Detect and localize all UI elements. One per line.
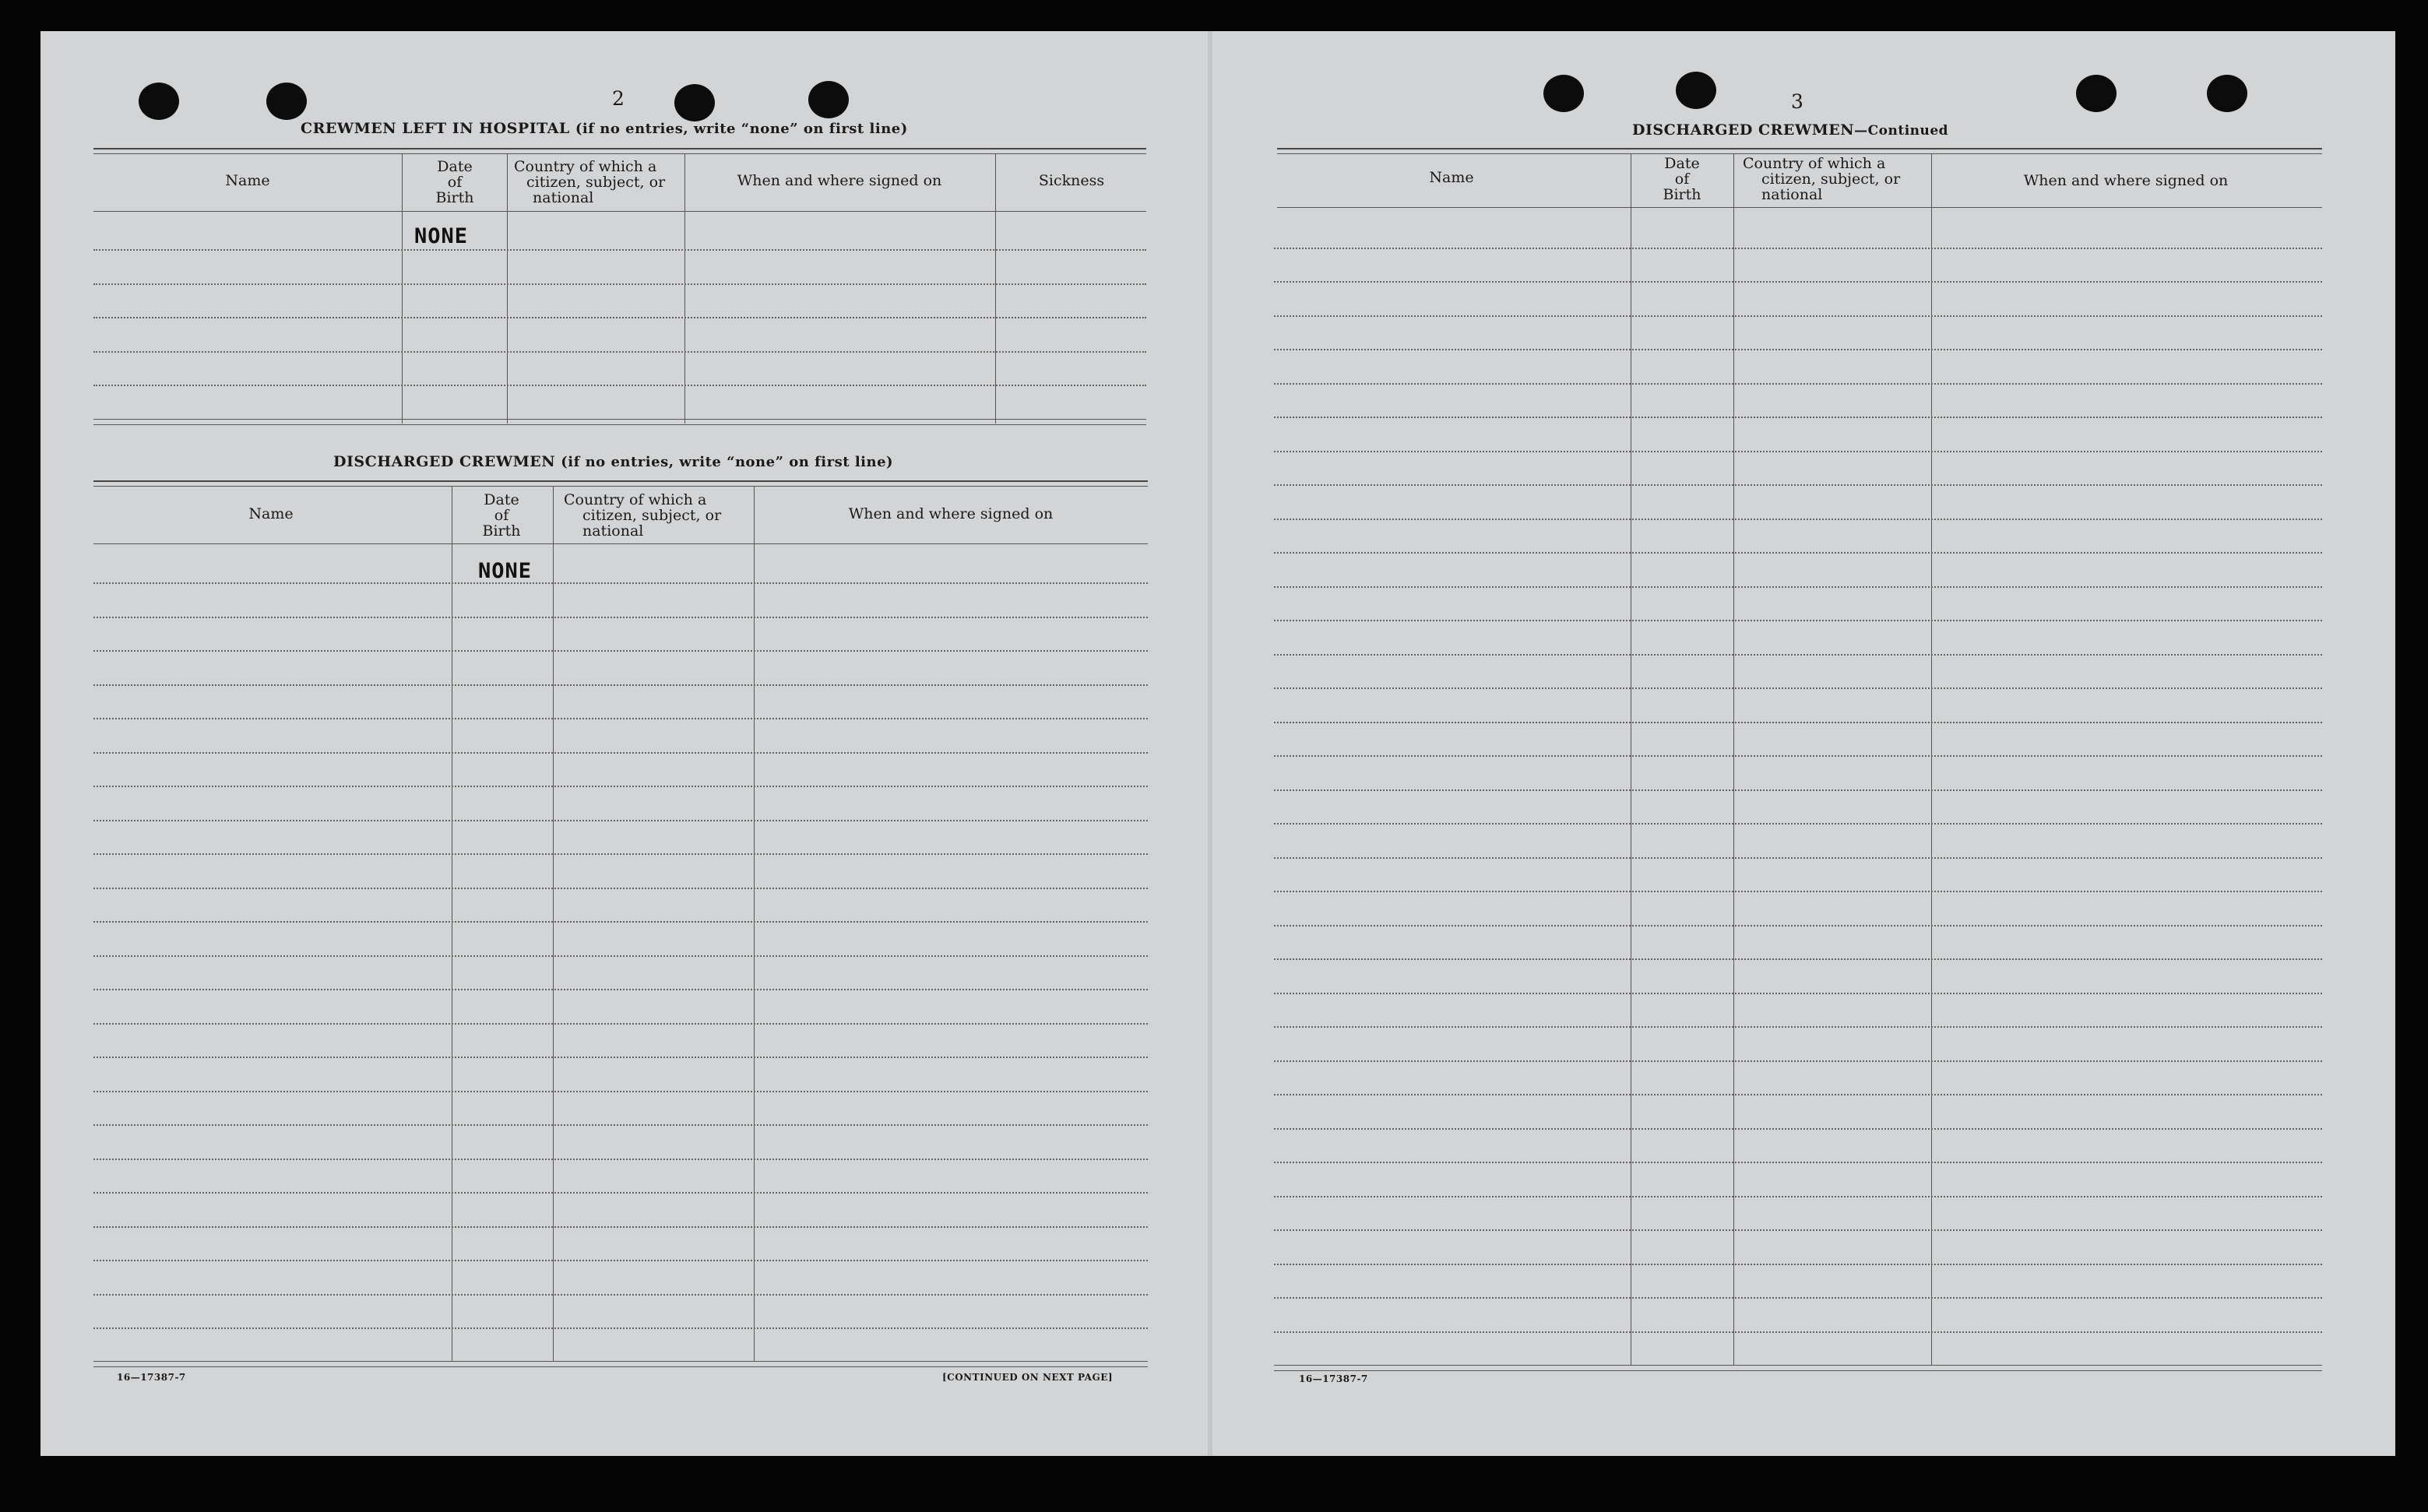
hospital-section-title <box>301 120 908 137</box>
column-when-where-signed: When and where signed on <box>848 505 1054 522</box>
continued-note: [CONTINUED ON NEXT PAGE] <box>942 1372 1114 1383</box>
punch-hole <box>139 83 179 120</box>
punch-hole <box>1543 75 1584 112</box>
right-page <box>1204 31 2395 1456</box>
page-number: 3 <box>1791 90 1803 113</box>
column-name: Name <box>1429 169 1474 186</box>
form-number: 16—17387-7 <box>117 1372 186 1383</box>
column-name: Name <box>248 505 294 522</box>
hospital-title: CREWMEN LEFT IN HOSPITAL <box>301 120 570 137</box>
column-date-of-birth: Date of Birth <box>482 491 521 540</box>
column-sickness: Sickness <box>1038 172 1105 189</box>
hospital-none-entry: NONE <box>414 224 469 248</box>
punch-hole <box>1676 72 1716 109</box>
left-page <box>40 31 1213 1456</box>
column-country: Country of which a citizen, subject, or national <box>1743 155 1901 203</box>
form-number: 16—17387-7 <box>1299 1373 1368 1384</box>
column-name: Name <box>225 172 270 189</box>
punch-hole <box>266 83 307 120</box>
column-when-where-signed: When and where signed on <box>737 172 942 189</box>
column-when-where-signed: When and where signed on <box>2023 172 2229 189</box>
hospital-instruction: (if no entries, write “none” on first line) <box>575 121 908 137</box>
discharged-instruction: (if no entries, write “none” on first line) <box>561 454 894 470</box>
page-fold <box>1208 31 1212 1456</box>
discharged-title: DISCHARGED CREWMEN <box>333 453 556 470</box>
punch-hole <box>2207 75 2247 112</box>
discharged-continued-title: DISCHARGED CREWMEN—Continued <box>1632 121 1949 139</box>
column-country: Country of which a citizen, subject, or national <box>514 158 666 206</box>
column-country: Country of which a citizen, subject, or national <box>564 491 722 540</box>
column-date-of-birth: Date of Birth <box>435 158 474 206</box>
discharged-section-title <box>333 453 893 470</box>
page-number: 2 <box>612 87 625 110</box>
punch-hole <box>808 81 849 118</box>
punch-hole <box>2076 75 2117 112</box>
discharged-none-entry: NONE <box>478 559 533 583</box>
punch-hole <box>674 84 715 121</box>
column-date-of-birth: Date of Birth <box>1663 155 1701 203</box>
